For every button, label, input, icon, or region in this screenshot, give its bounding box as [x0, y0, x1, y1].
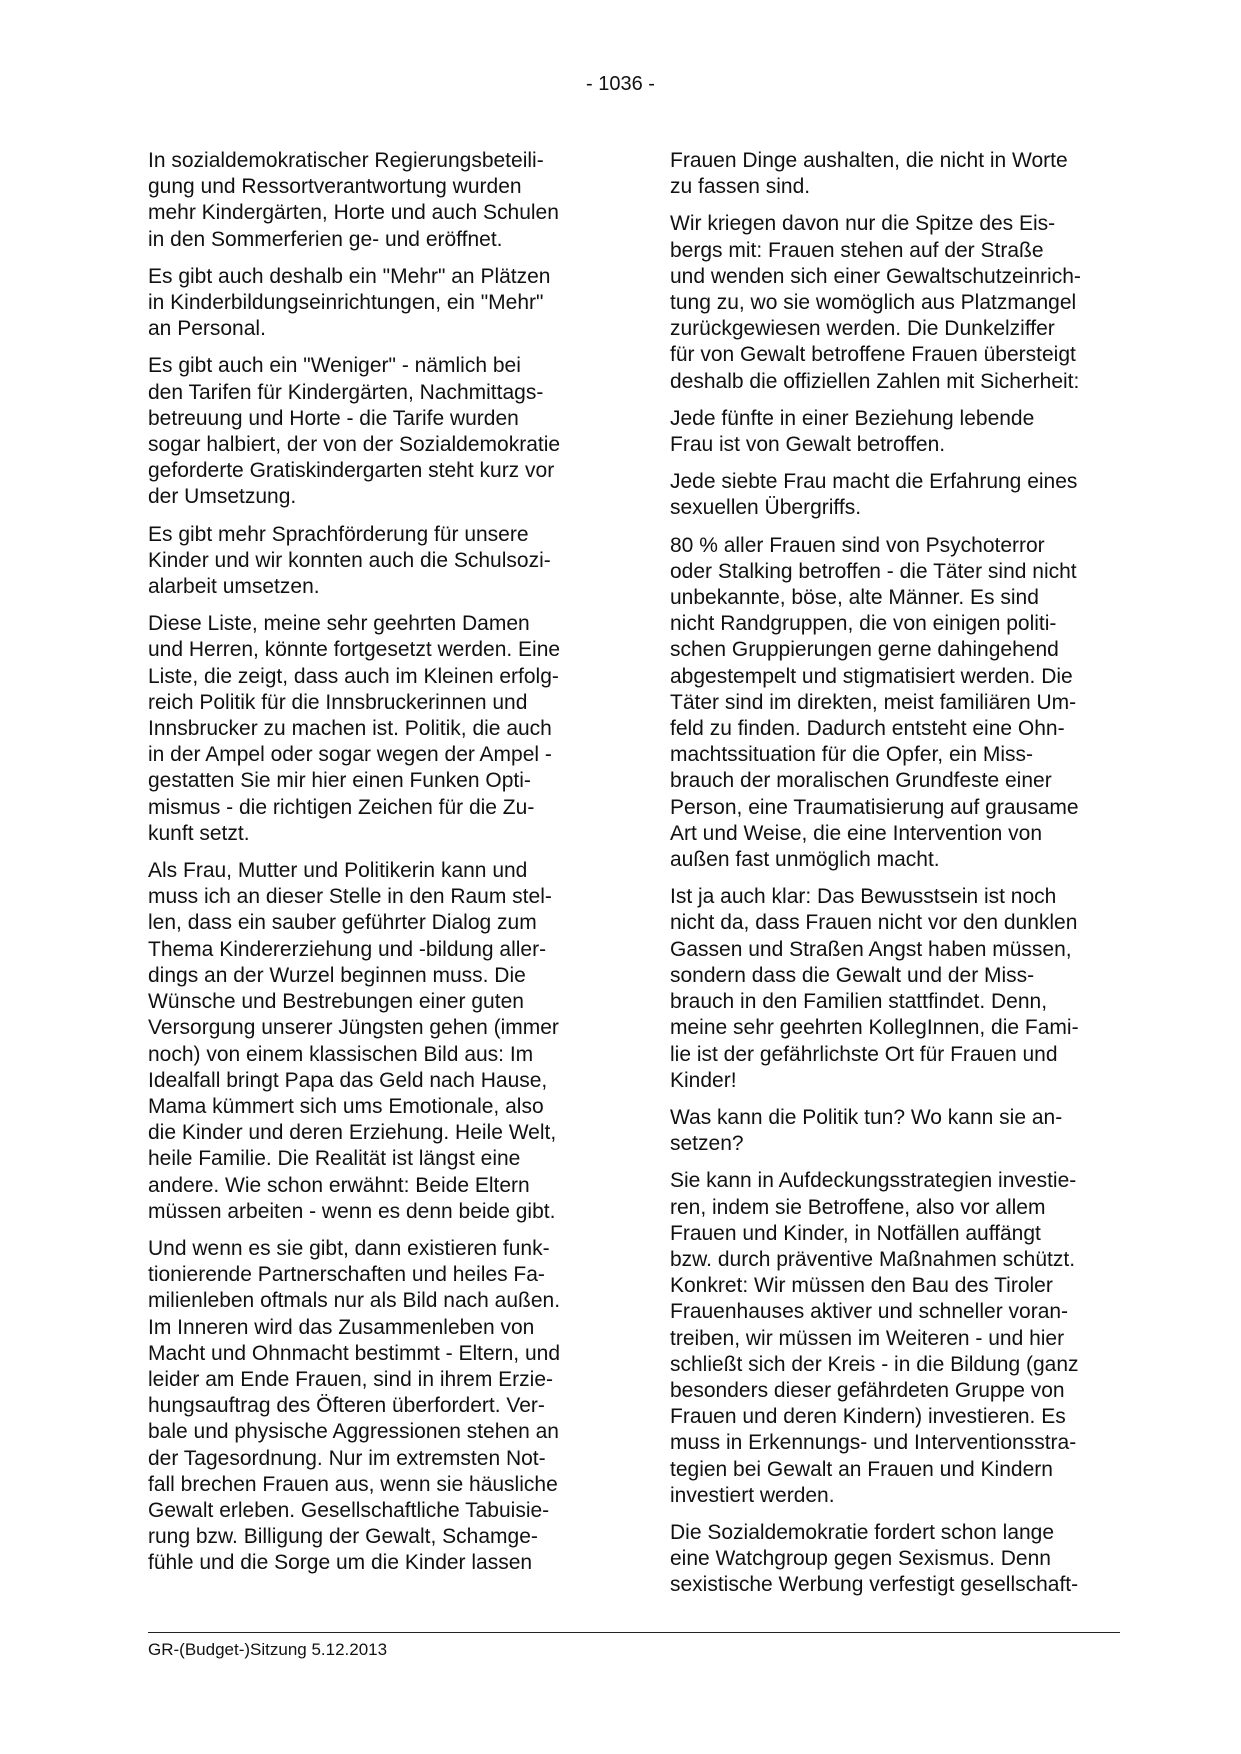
paragraph: Jede siebte Frau macht die Erfahrung eines sexuellen Übergriffs.	[670, 470, 1078, 520]
paragraph: Es gibt mehr Sprachförderung für unsere Kinder und wir konnten auch die Schulsozi- alarbeit umsetzen.	[148, 522, 551, 599]
left-text-column	[148, 148, 618, 1588]
paragraph: Diese Liste, meine sehr geehrten Damen und Herren, könnte fortgesetzt werden. Eine Liste, die zeigt, dass auch im Kleinen erfolg- reich Politik für die Innsbruckerinnen und Innsbrucker zu machen ist. Politik, die auch in der Ampel oder sogar wegen der Ampel - gestatten Sie mir hier einen Funken Opti- mismus - die richtigen Zeichen für die Zu- kunft setzt.	[148, 612, 561, 845]
paragraph: Als Frau, Mutter und Politikerin kann und muss ich an dieser Stelle in den Raum stel- len, dass ein sauber geführter Dialog zum Thema Kindererziehung und -bildung aller- dings an der Wurzel beginnen muss. Die Wünsche und Bestrebungen einer guten Versorgung unserer Jüngsten gehen (immer noch) von einem klassischen Bild aus: Im Idealfall bringt Papa das Geld nach Hause, Mama kümmert sich ums Emotionale, also die Kinder und deren Erziehung. Heile Welt, heile Familie. Die Realität ist längst eine andere. Wie schon erwähnt: Beide Eltern müssen arbeiten - wenn es denn beide gibt.	[148, 859, 559, 1223]
paragraph: In sozialdemokratischer Regierungsbeteili- gung und Ressortverantwortung wurden mehr Kindergärten, Horte und auch Schulen in den Sommerferien ge- und eröffnet.	[148, 149, 559, 251]
paragraph: Und wenn es sie gibt, dann existieren funk- tionierende Partnerschaften und heiles Fa- milienleben oftmals nur als Bild nach außen. Im Inneren wird das Zusammenleben von Macht und Ohnmacht bestimmt - Eltern, und leider am Ende Frauen, sind in ihrem Erzie- hungsauftrag des Öfteren überfordert. Ver- bale und physische Aggressionen stehen an der Tagesordnung. Nur im extremsten Not- fall brechen Frauen aus, wenn sie häusliche Gewalt erleben. Gesellschaftliche Tabuisie- rung bzw. Billigung der Gewalt, Schamge- fühle und die Sorge um die Kinder lassen	[148, 1236, 561, 1575]
footer-session-label: GR-(Budget-)Sitzung 5.12.2013	[148, 1640, 388, 1659]
paragraph: 80 % aller Frauen sind von Psychoterror oder Stalking betroffen - die Täter sind nicht unbekannte, böse, alte Männer. Es sind nicht Randgruppen, die von einigen politi- schen Gruppierungen gerne dahingehend abgestempelt und stigmatisiert werden. Die Täter sind im direkten, meist familiären Um- feld zu finden. Dadurch entsteht eine Ohn- machtssituation für die Opfer, ein Miss- brauch der moralischen Grundfeste einer Person, eine Traumatisierung auf grausame Art und Weise, die eine Intervention von außen fast unmöglich macht.	[670, 533, 1079, 872]
footer-divider	[148, 1632, 1120, 1633]
paragraph: Jede fünfte in einer Beziehung lebende Frau ist von Gewalt betroffen.	[670, 406, 1035, 457]
paragraph: Ist ja auch klar: Das Bewusstsein ist noch nicht da, dass Frauen nicht vor den dunklen Gassen und Straßen Angst haben müssen, sondern dass die Gewalt und der Miss- brauch in den Familien stattfindet. Denn, meine sehr geehrten KollegInnen, die Fami- lie ist der gefährlichste Ort für Frauen und Kinder!	[670, 885, 1079, 1092]
paragraph: Sie kann in Aufdeckungsstrategien investie- ren, indem sie Betroffene, also vor allem Frauen und Kinder, in Notfällen auffängt bzw. durch präventive Maßnahmen schützt. Konkret: Wir müssen den Bau des Tiroler Frauenhauses aktiver und schneller voran- treiben, wir müssen im Weiteren - und hier schließt sich der Kreis - in die Bildung (ganz besonders dieser gefährdeten Gruppe von Frauen und deren Kindern) investieren. Es muss in Erkennungs- und Interventionsstra- tegien bei Gewalt an Frauen und Kindern investiert werden.	[670, 1169, 1079, 1507]
paragraph: Was kann die Politik tun? Wo kann sie an- setzen?	[670, 1105, 1063, 1156]
paragraph: Es gibt auch deshalb ein "Mehr" an Plätzen in Kinderbildungseinrichtungen, ein "Mehr" an Personal.	[148, 264, 551, 341]
paragraph: Frauen Dinge aushalten, die nicht in Worte zu fassen sind.	[670, 149, 1068, 199]
paragraph: Es gibt auch ein "Weniger" - nämlich bei den Tarifen für Kindergärten, Nachmittags- betreuung und Horte - die Tarife wurden sogar halbiert, der von der Sozialdemokratie geforderte Gratiskindergarten steht kurz vor der Umsetzung.	[148, 354, 561, 509]
paragraph: Die Sozialdemokratie fordert schon lange eine Watchgroup gegen Sexismus. Denn sexistische Werbung verfestigt gesellschaft-	[670, 1520, 1079, 1597]
right-text-column	[670, 148, 1140, 1610]
paragraph: Wir kriegen davon nur die Spitze des Eis- bergs mit: Frauen stehen auf der Straße und wenden sich einer Gewaltschutzeinrich- tung zu, wo sie womöglich aus Platzmangel zurückgewiesen werden. Die Dunkelziffer für von Gewalt betroffene Frauen übersteigt deshalb die offiziellen Zahlen mit Sicherheit:	[670, 212, 1081, 393]
page-number: - 1036 -	[586, 73, 655, 95]
